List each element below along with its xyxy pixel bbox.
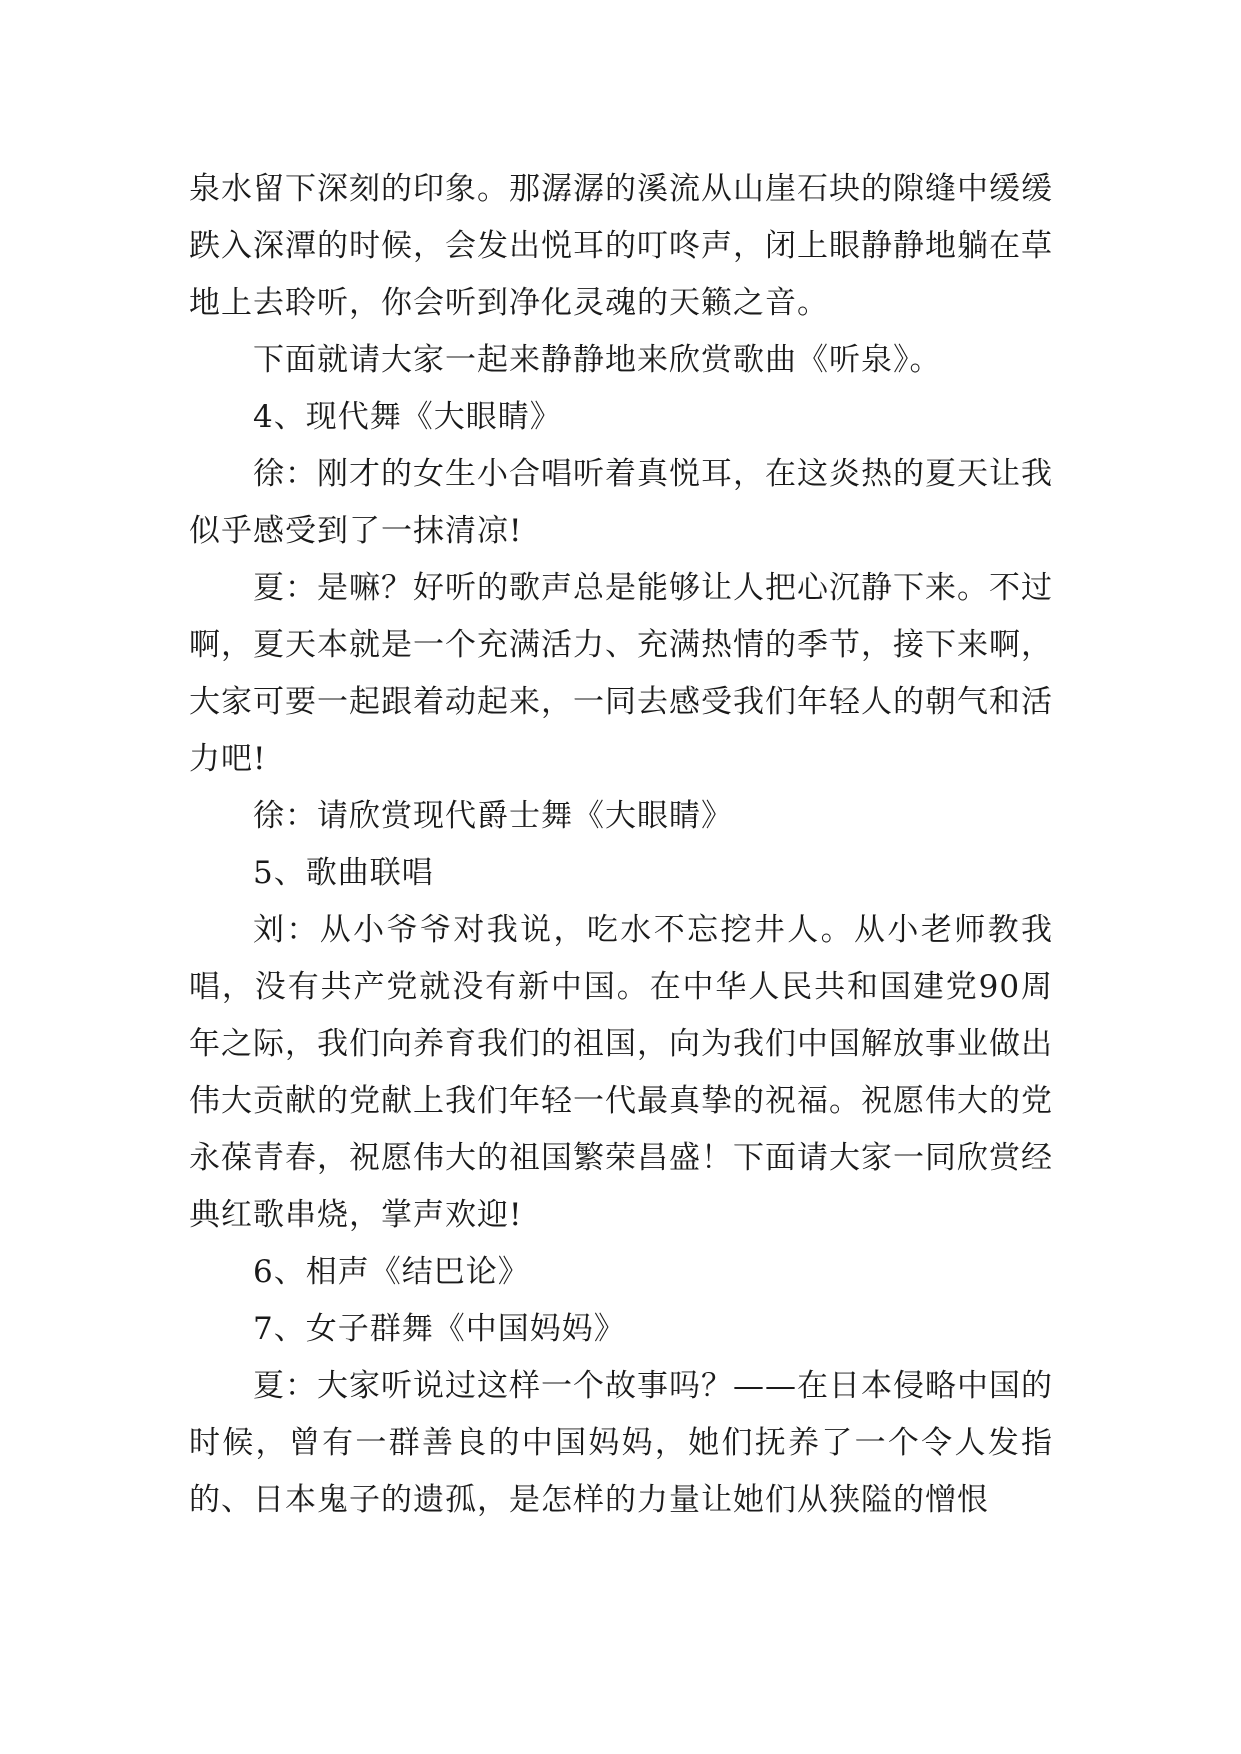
paragraph-6: 刘：从小爷爷对我说，吃水不忘挖井人。从小老师教我唱，没有共产党就没有新中国。在中华人民共和国建党90周年之际，我们向养育我们的祖国，向为我们中国解放事业做出伟大贡献的党献上我们年轻一代最真挚的祝福。祝愿伟大的党永葆青春，祝愿伟大的祖国繁荣昌盛！下面请大家一同欣赏经典红歌串烧，掌声欢迎! [189, 912, 1053, 1233]
paragraph-1: 泉水留下深刻的印象。那潺潺的溪流从山崖石块的隙缝中缓缓跌入深潭的时候，会发出悦耳的叮咚声，闭上眼静静地躺在草地上去聆听，你会听到净化灵魂的天籁之音。 [189, 171, 1053, 321]
document-body [189, 161, 1053, 1529]
section-heading-4: 4、现代舞《大眼睛》 [253, 399, 562, 435]
paragraph-5: 徐：请欣赏现代爵士舞《大眼睛》 [253, 798, 733, 834]
section-heading-5: 5、歌曲联唱 [253, 855, 434, 891]
paragraph-2: 下面就请大家一起来静静地来欣赏歌曲《听泉》。 [253, 342, 942, 378]
paragraph-3: 徐：刚才的女生小合唱听着真悦耳，在这炎热的夏天让我似乎感受到了一抹清凉! [189, 456, 1053, 549]
paragraph-4: 夏：是嘛？好听的歌声总是能够让人把心沉静下来。不过啊，夏天本就是一个充满活力、充满热情的季节，接下来啊，大家可要一起跟着动起来，一同去感受我们年轻人的朝气和活力吧! [189, 570, 1053, 777]
section-heading-7: 7、女子群舞《中国妈妈》 [253, 1311, 626, 1347]
paragraph-7: 夏：大家听说过这样一个故事吗？——在日本侵略中国的时候，曾有一群善良的中国妈妈，她们抚养了一个令人发指的、日本鬼子的遗孤，是怎样的力量让她们从狭隘的憎恨 [189, 1368, 1053, 1518]
section-heading-6: 6、相声《结巴论》 [253, 1254, 530, 1290]
